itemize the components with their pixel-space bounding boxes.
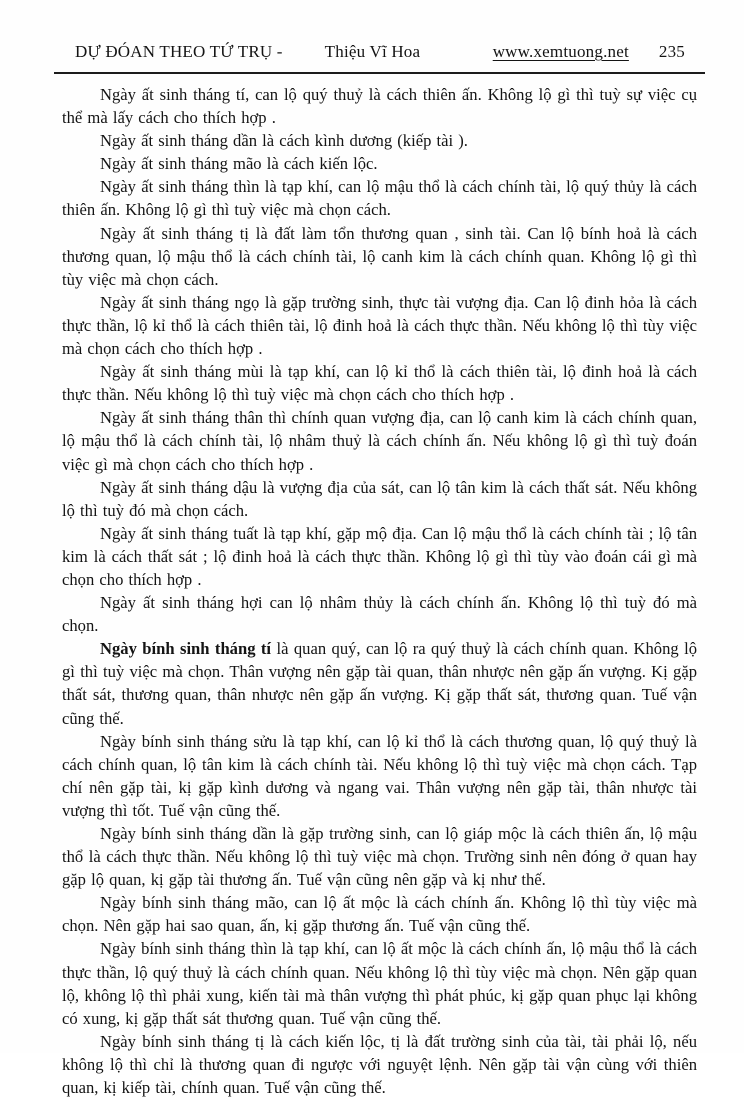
paragraph: Ngày ất sinh tháng tuất là tạp khí, gặp mộ địa. Can lộ mậu thổ là cách chính tài ; lộ tân kim là cách thất sát ; lộ đinh hoả là cách thực thần. Không lộ gì thì tùy vào đoán cái gì mà chọn cho thích hợp . — [62, 523, 697, 589]
paragraph: Ngày bính sinh tháng sửu là tạp khí, can lộ kỉ thổ là cách thương quan, lộ quý thuỷ là cách chính quan, lộ tân kim là cách chính tài. Nếu không lộ thì tuỳ việc mà chọn cách. Tạp chí nên gặp tài, kị gặp kình dương và ngang vai. Thân vượng nên gặp tài, thân nhược tài vượng thì tốt. Tuế vận cũng thế. — [62, 731, 697, 820]
paragraph: Ngày bính sinh tháng tị là cách kiến lộc, tị là đất trường sinh của tài, tài phải lộ, nếu không lộ thì chỉ là thương quan đi ngược với nguyệt lệnh. Nên gặp tài vận cùng với thiên quan, kị kiếp tài, chính quan. Tuế vận cũng thế. — [62, 1031, 697, 1098]
paragraph-bold-lead: Ngày bính sinh tháng tí — [100, 639, 272, 659]
paragraph: Ngày ất sinh tháng dậu là vượng địa của sát, can lộ tân kim là cách thất sát. Nếu không lộ thì tuỳ đó mà chọn cách. — [62, 477, 697, 520]
paragraph: Ngày bính sinh tháng mão, can lộ ất mộc là cách chính ấn. Không lộ thì tùy việc mà chọn. Nên gặp hai sao quan, ấn, kị gặp thương ấn. Tuế vận cũng thế. — [62, 893, 697, 936]
page-header — [62, 42, 697, 62]
author-name: Thiệu Vĩ Hoa — [324, 42, 421, 61]
paragraph-text: là quan quý, can lộ ra quý thuỷ là cách chính quan. Không lộ gì thì tuỳ việc mà chọn. Thân vượng nên gặp tài quan, thân nhược nên gặp ấn vượng. Kị gặp thất sát, thương quan, thân nhược nên gặp ấn vượng. Kị gặp thất sát, thương quan. Tuế vận cũng thế. — [62, 639, 698, 728]
paragraph: Ngày ất sinh tháng tị là đất làm tổn thương quan , sinh tài. Can lộ bính hoả là cách thương quan, lộ mậu thổ là cách chính tài, lộ canh kim là cách chính quan. Không lộ gì thì tùy việc mà chọn cách. — [62, 223, 697, 289]
paragraph: Ngày bính sinh tháng thìn là tạp khí, can lộ ất mộc là cách chính ấn, lộ mậu thổ là cách thực thần, lộ quý thuỷ là cách chính quan. Nếu không lộ thì tùy việc mà chọn. Nên gặp quan lộ, không lộ thì phải xung, kiến tài mà thân vượng thì phát phúc, kị gặp quan phục lại không có xung, kị gặp thất sát thương quan. Tuế vận cũng thế. — [62, 939, 697, 1028]
website-link: www.xemtuong.net — [492, 42, 629, 61]
paragraph: Ngày ất sinh tháng thìn là tạp khí, can lộ mậu thổ là cách chính tài, lộ quý thủy là cách thiên ấn. Không lộ gì thì tuỳ việc mà chọn cách. — [62, 177, 697, 220]
paragraph: Ngày bính sinh tháng dần là gặp trường sinh, can lộ giáp mộc là cách thiên ấn, lộ mậu thổ là cách thực thần. Nếu không lộ thì tuỳ việc mà chọn. Trường sinh nên đóng ở quan hay gặp lộ quan, kị gặp tài thương ấn. Tuế vận cũng nên gặp và kị như thế. — [62, 824, 697, 890]
header-divider — [54, 72, 705, 74]
paragraph: Ngày ất sinh tháng thân thì chính quan vượng địa, can lộ canh kim là cách chính quan, lộ mậu thổ là cách chính tài, lộ nhâm thuỷ là cách chính ấn. Nếu không lộ gì thì tuỳ đoán việc gì mà chọn cách cho thích hợp . — [62, 408, 697, 474]
paragraph: Ngày ất sinh tháng ngọ là gặp trường sinh, thực tài vượng địa. Can lộ đinh hỏa là cách thực thần, lộ kỉ thổ là cách thiên tài, lộ đinh hoả là cách thực thần. Nếu không lộ thì tùy việc mà chọn cách cho thích hợp . — [62, 292, 697, 359]
paragraph — [62, 637, 697, 729]
paragraph: Ngày ất sinh tháng hợi can lộ nhâm thủy là cách chính ấn. Không lộ thì tuỳ đó mà chọn. — [62, 593, 697, 636]
paragraph: Ngày ất sinh tháng mùi là tạp khí, can lộ kỉ thổ là cách thiên tài, lộ đinh hoả là cách thực thần. Nếu không lộ thì tuỳ việc mà chọn cách cho thích hợp . — [62, 362, 697, 405]
paragraph: Ngày ất sinh tháng mão là cách kiến lộc. — [100, 154, 378, 174]
paragraph: Ngày ất sinh tháng tí, can lộ quý thuỷ là cách thiên ấn. Không lộ gì thì tuỳ sự việc cụ thể mà lấy cách cho thích hợp . — [62, 85, 697, 128]
book-title: DỰ ĐÓAN THEO TỨ TRỤ - — [75, 42, 283, 61]
page-number: 235 — [658, 42, 685, 61]
page-body — [62, 83, 697, 1099]
paragraph: Ngày ất sinh tháng dần là cách kình dương (kiếp tài ). — [100, 131, 468, 151]
